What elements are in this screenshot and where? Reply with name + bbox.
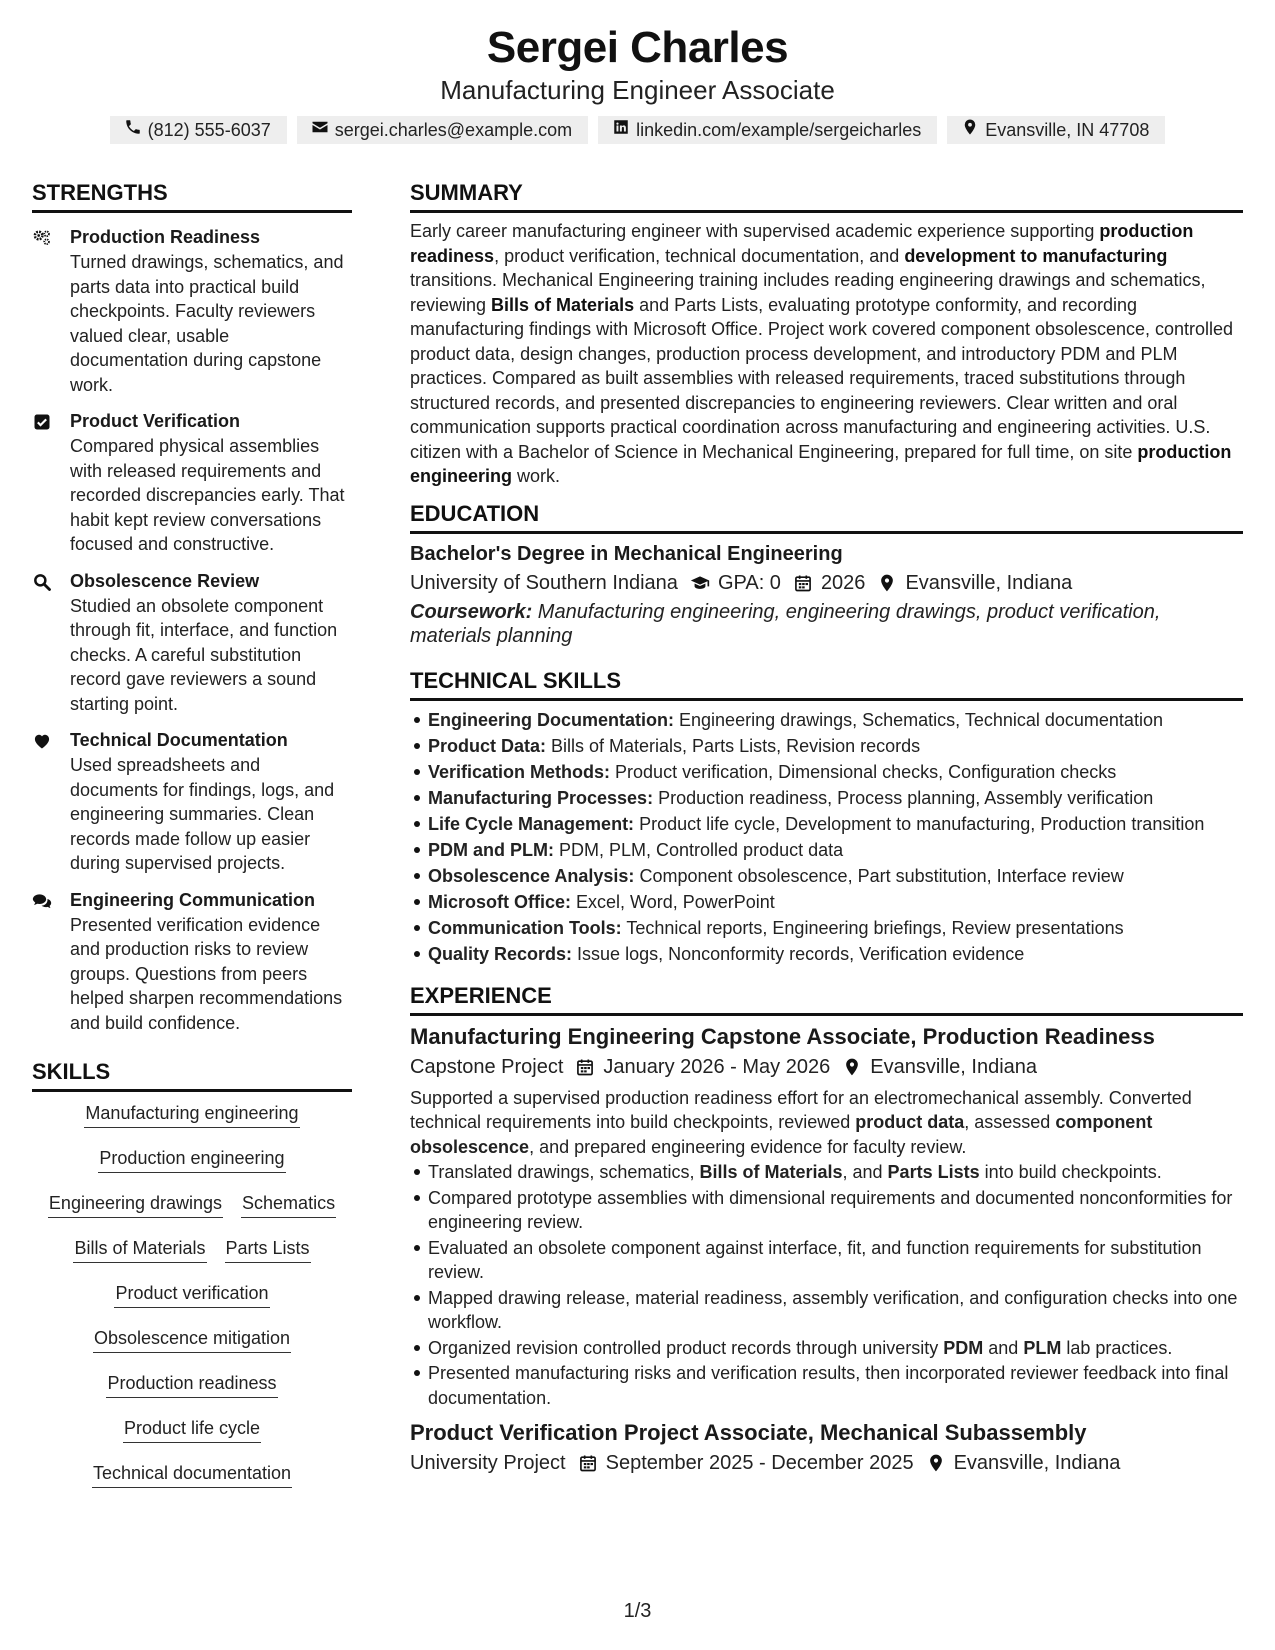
job-dates: January 2026 - May 2026	[603, 1055, 831, 1078]
job-meta	[410, 1052, 1243, 1082]
technical-skill-label: PDM and PLM:	[428, 839, 554, 860]
strength-desc: Presented verification evidence and production risks to review groups. Questions from peers helped sharpen recommendations and build confidence.	[70, 914, 343, 1033]
summary-part: work.	[512, 466, 561, 486]
skills-row	[36, 1325, 348, 1370]
job-desc-emphasis: component obsolescence	[410, 1112, 1153, 1157]
job-dates: September 2025 - December 2025	[605, 1452, 914, 1474]
technical-skills-list	[410, 707, 1243, 967]
contact-email-text: sergei.charles@example.com	[334, 120, 573, 140]
skill-tag: Schematics	[241, 1190, 336, 1218]
graduation-cap-icon	[690, 573, 710, 593]
gpa-value: GPA: 0	[717, 571, 781, 594]
technical-skill-item	[410, 915, 1243, 941]
strength-desc: Studied an obsolete component through fit, interface, and function checks. A careful substitution record gave reviewers a sound starting point.	[70, 595, 338, 714]
right-column	[410, 178, 1243, 1478]
summary-emphasis: production readiness	[410, 221, 1194, 266]
skill-tag: Technical documentation	[92, 1460, 292, 1488]
skill-tag: Product verification	[114, 1280, 269, 1308]
skill-tag: Production engineering	[98, 1145, 285, 1173]
strength-item	[32, 569, 352, 717]
technical-skill-label: Obsolescence Analysis:	[428, 865, 635, 886]
map-pin-icon	[961, 116, 979, 144]
contact-location[interactable]	[947, 116, 1165, 144]
search-icon	[32, 569, 70, 717]
technical-skill-value: Bills of Materials, Parts Lists, Revision records	[546, 735, 921, 756]
technical-skill-value: Component obsolescence, Part substitution, Interface review	[634, 865, 1124, 886]
skills-row	[36, 1460, 348, 1505]
technical-skill-label: Microsoft Office:	[428, 891, 572, 912]
job-meta	[410, 1448, 1243, 1478]
calendar-icon	[578, 1453, 598, 1473]
skills-row	[36, 1190, 348, 1235]
strength-item	[32, 888, 352, 1036]
contact-linkedin[interactable]	[598, 116, 937, 144]
job-desc-part: , and prepared engineering evidence for faculty review.	[529, 1136, 967, 1157]
education-section	[410, 499, 1243, 648]
candidate-name: Sergei Charles	[486, 23, 789, 72]
heart-icon	[32, 728, 70, 876]
strength-item	[32, 409, 352, 557]
bullet-part: into build checkpoints.	[979, 1162, 1162, 1182]
technical-skill-label: Verification Methods:	[428, 761, 611, 782]
calendar-icon	[575, 1057, 595, 1077]
skills-row	[36, 1235, 348, 1280]
job-bullet: Compared prototype assemblies with dimensional requirements and documented nonconformities for engineering review.	[410, 1186, 1243, 1235]
skills-list	[32, 1100, 352, 1505]
strength-desc: Used spreadsheets and documents for findings, logs, and engineering summaries. Clean records made follow up easier during supervised projects.	[70, 755, 335, 873]
summary-part: Early career manufacturing engineer with supervised academic experience supporting	[410, 221, 1100, 241]
skills-heading: SKILLS	[32, 1057, 352, 1092]
bullet-part: lab practices.	[1061, 1337, 1173, 1358]
summary-section	[410, 178, 1243, 489]
skill-tag: Bills of Materials	[73, 1235, 206, 1263]
bullet-part: and	[983, 1337, 1024, 1358]
contact-phone-text: (812) 555-6037	[147, 120, 271, 140]
job-location: Evansville, Indiana	[953, 1452, 1121, 1474]
page-number: 1/3	[623, 1600, 652, 1622]
skill-tag: Product life cycle	[123, 1415, 261, 1443]
contact-linkedin-text: linkedin.com/example/sergeicharles	[636, 120, 922, 140]
technical-skill-item	[410, 811, 1243, 837]
technical-skill-value: Engineering drawings, Schematics, Technical documentation	[674, 709, 1163, 730]
summary-emphasis: production engineering	[410, 441, 1232, 486]
summary-text	[410, 219, 1243, 489]
technical-skill-item	[410, 733, 1243, 759]
job-bullet	[410, 1160, 1243, 1185]
skill-tag: Obsolescence mitigation	[93, 1325, 291, 1353]
graduation-year: 2026	[820, 571, 866, 594]
job-entry	[410, 1418, 1243, 1478]
job-org: University Project	[410, 1452, 566, 1474]
degree-title: Bachelor's Degree in Mechanical Engineering	[410, 542, 843, 565]
bullet-part: , and	[842, 1162, 888, 1182]
technical-skill-value: Product life cycle, Development to manufacturing, Production transition	[634, 813, 1205, 834]
envelope-icon	[311, 116, 329, 144]
comments-icon	[32, 888, 70, 1036]
strength-name: Product Verification	[70, 411, 241, 431]
contact-bar	[0, 116, 1275, 144]
job-bullet: Presented manufacturing risks and verification results, then incorporated reviewer feedback into final documentation.	[410, 1361, 1243, 1410]
strength-name: Obsolescence Review	[70, 570, 260, 591]
map-pin-icon	[926, 1453, 946, 1473]
strength-name: Production Readiness	[70, 227, 261, 247]
summary-emphasis: development to manufacturing	[904, 245, 1168, 266]
bullet-emphasis: PLM	[1023, 1337, 1062, 1358]
job-bullet: Evaluated an obsolete component against interface, fit, and function requirements for substitution review.	[410, 1236, 1243, 1285]
technical-skill-label: Product Data:	[428, 735, 547, 756]
technical-skill-value: Issue logs, Nonconformity records, Verification evidence	[572, 943, 1025, 964]
coursework	[410, 600, 1243, 648]
linkedin-icon	[612, 116, 630, 144]
job-title: Manufacturing Engineering Capstone Associate, Production Readiness	[410, 1023, 1155, 1049]
job-desc-emphasis: product data	[855, 1112, 965, 1132]
strength-desc: Compared physical assemblies with released requirements and recorded discrepancies early. That habit kept review conversations focused and constructive.	[70, 436, 345, 554]
experience-heading: EXPERIENCE	[410, 981, 1243, 1016]
skills-row	[36, 1145, 348, 1190]
strength-item	[32, 728, 352, 876]
skills-row	[36, 1415, 348, 1460]
coursework-text: Manufacturing engineering, engineering drawings, product verification, materials planning	[410, 600, 1161, 647]
technical-skill-value: Excel, Word, PowerPoint	[571, 891, 775, 912]
technical-skill-item	[410, 759, 1243, 785]
job-desc-part: Supported a supervised production readiness effort for an electromechanical assembly. Converted technical requirements into build checkpoints, reviewed	[410, 1087, 1192, 1132]
contact-email[interactable]	[297, 116, 588, 144]
technical-skill-label: Communication Tools:	[428, 917, 622, 938]
bullet-emphasis: Parts Lists	[887, 1162, 980, 1182]
phone-icon	[124, 116, 142, 144]
contact-phone[interactable]	[110, 116, 287, 144]
job-bullet: Mapped drawing release, material readiness, assembly verification, and configuration checks into one workflow.	[410, 1286, 1243, 1335]
gears-icon	[32, 225, 70, 397]
technical-skill-item	[410, 707, 1243, 733]
summary-part: , product verification, technical documentation, and	[494, 245, 905, 266]
technical-skills-section	[410, 666, 1243, 967]
bullet-emphasis: PDM	[943, 1337, 984, 1358]
skills-row	[36, 1100, 348, 1145]
technical-skill-label: Engineering Documentation:	[428, 709, 675, 730]
job-description	[410, 1086, 1243, 1160]
summary-part: and Parts Lists, evaluating prototype conformity, and recording manufacturing findings with Microsoft Office. Project work covered component obsolescence, controlled product data, design changes, production process development, and introductory PDM and PLM practices. Compared as built assemblies with released requirements, traced substitutions through structured records, and presented discrepancies to engineering reviewers. Clear written and oral communication supports practical coordination across manufacturing and engineering activities. U.S. citizen with a Bachelor of Science in Mechanical Engineering, prepared for full time, on site	[410, 294, 1234, 462]
check-square-icon	[32, 409, 70, 557]
education-heading: EDUCATION	[410, 499, 1243, 534]
summary-part: transitions. Mechanical Engineering training includes reading engineering drawings and schematics, reviewing	[410, 270, 1206, 315]
skills-section	[32, 1057, 352, 1505]
experience-section	[410, 981, 1243, 1479]
technical-skills-heading: TECHNICAL SKILLS	[410, 666, 1243, 701]
school-location: Evansville, Indiana	[905, 571, 1073, 594]
technical-skill-value: PDM, PLM, Controlled product data	[554, 839, 844, 860]
technical-skill-item	[410, 863, 1243, 889]
strength-desc: Turned drawings, schematics, and parts data into practical build checkpoints. Faculty reviewers valued clear, usable documentation during capstone work.	[70, 252, 344, 395]
strengths-heading: STRENGTHS	[32, 178, 352, 213]
skill-tag: Production readiness	[106, 1370, 277, 1398]
coursework-label: Coursework:	[410, 600, 533, 623]
technical-skill-value: Technical reports, Engineering briefings, Review presentations	[621, 917, 1124, 938]
skills-row	[36, 1280, 348, 1325]
map-pin-icon	[877, 573, 897, 593]
job-desc-part: , assessed	[964, 1112, 1056, 1132]
bullet-emphasis: Bills of Materials	[699, 1162, 843, 1182]
skills-row	[36, 1370, 348, 1415]
technical-skill-value: Production readiness, Process planning, Assembly verification	[653, 787, 1154, 808]
technical-skill-label: Life Cycle Management:	[428, 813, 635, 834]
technical-skill-label: Quality Records:	[428, 943, 573, 964]
job-org: Capstone Project	[410, 1055, 564, 1078]
job-location: Evansville, Indiana	[870, 1055, 1038, 1078]
strength-name: Technical Documentation	[70, 730, 288, 750]
candidate-title: Manufacturing Engineer Associate	[440, 75, 835, 105]
summary-heading: SUMMARY	[410, 178, 1243, 213]
strength-name: Engineering Communication	[70, 889, 316, 910]
map-pin-icon	[842, 1057, 862, 1077]
skill-tag: Engineering drawings	[48, 1190, 223, 1218]
technical-skill-label: Manufacturing Processes:	[428, 787, 654, 808]
job-bullet	[410, 1336, 1243, 1361]
left-column	[32, 178, 352, 1505]
skill-tag: Manufacturing engineering	[84, 1100, 299, 1128]
technical-skill-value: Product verification, Dimensional checks, Configuration checks	[610, 761, 1117, 782]
technical-skill-item	[410, 889, 1243, 915]
bullet-part: Organized revision controlled product records through university	[428, 1337, 944, 1358]
summary-emphasis: Bills of Materials	[491, 294, 635, 315]
job-title: Product Verification Project Associate, Mechanical Subassembly	[410, 1420, 1087, 1445]
contact-location-text: Evansville, IN 47708	[985, 120, 1150, 140]
school-name: University of Southern Indiana	[410, 571, 678, 594]
resume-header	[0, 22, 1275, 144]
bullet-part: Translated drawings, schematics,	[428, 1162, 700, 1182]
strength-item	[32, 225, 352, 397]
calendar-icon	[793, 573, 813, 593]
technical-skill-item	[410, 837, 1243, 863]
technical-skill-item	[410, 785, 1243, 811]
education-meta	[410, 568, 1243, 598]
technical-skill-item	[410, 941, 1243, 967]
job-bullets	[410, 1160, 1243, 1410]
job-entry	[410, 1022, 1243, 1411]
skill-tag: Parts Lists	[225, 1235, 311, 1263]
